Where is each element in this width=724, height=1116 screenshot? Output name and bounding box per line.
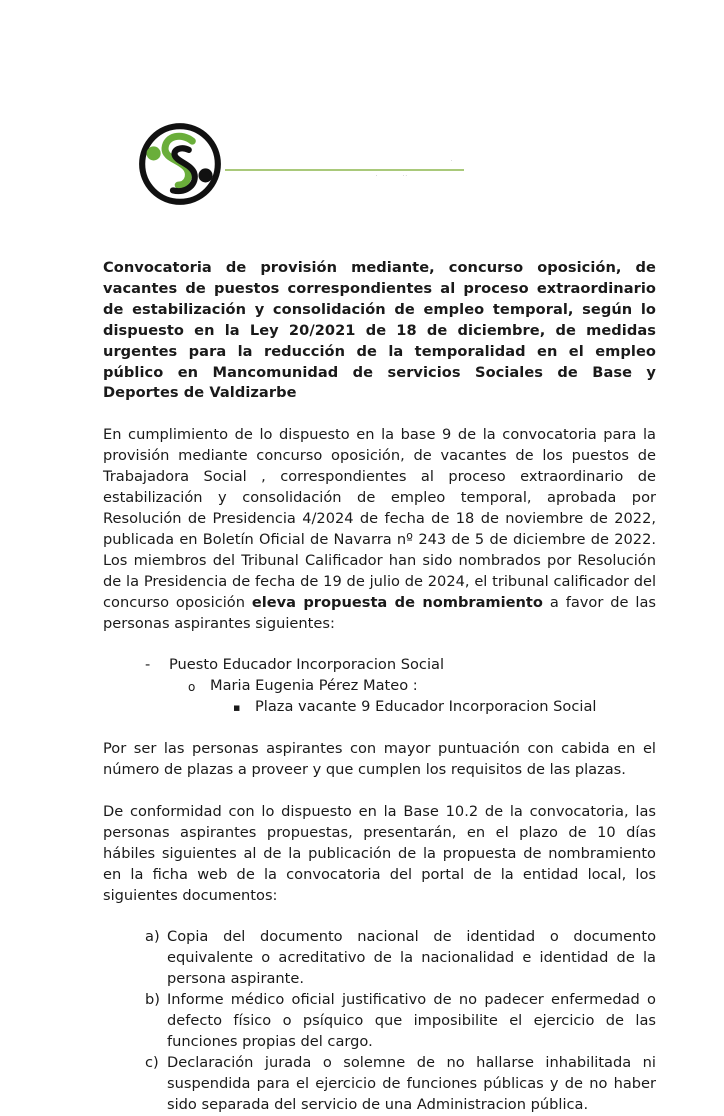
item-letter: a) (145, 928, 160, 946)
document-title: Convocatoria de provisión mediante, concurso oposición, de vacantes de puestos correspondientes al proceso extraordinario de estabilización y consolidación de empleo temporal, según lo dispuesto en la Ley 20/2021 de 18 de diciembre, de medidas urgentes para la reducción de la temporalidad en el empleo público en Mancomunidad de servicios Sociales de Base y Deportes de Valdizarbe (103, 259, 656, 402)
item-text: Copia del documento nacional de identidad o documento equivalente o acreditativo de la nacionalidad e identidad de la persona aspirante. (167, 928, 656, 988)
paragraph-proposal (103, 425, 656, 634)
bold-emphasis: eleva propuesta de nombramiento (251, 593, 543, 611)
document-item-c (145, 1053, 656, 1116)
circle-bullet-icon: o (188, 680, 196, 695)
header-rule (225, 169, 464, 171)
paragraph-requirements: De conformidad con lo dispuesto en la Base 10.2 de la convocatoria, las personas aspirantes propuestas, presentarán, en el plazo de 10 días hábiles siguientes al de la publicación de la propuesta de nombramiento en la ficha web de la convocatoria del portal de la entidad local, los siguientes documentos: (103, 802, 656, 904)
candidate-name: Maria Eugenia Pérez Mateo : (210, 677, 418, 695)
item-letter: c) (145, 1053, 159, 1071)
scan-speck: · (376, 173, 378, 178)
document-item-a (145, 927, 656, 990)
scan-speck: · (451, 158, 453, 163)
dash-bullet-icon: - (145, 656, 151, 674)
list-item-vacancy (103, 697, 656, 718)
square-bullet-icon: ▪ (233, 701, 241, 715)
position-label: Puesto Educador Incorporacion Social (169, 656, 445, 674)
document-body (103, 258, 656, 1116)
social-services-logo-icon (136, 120, 224, 208)
item-letter: b) (145, 991, 160, 1009)
scan-speck: · · (403, 173, 407, 178)
document-item-b (145, 990, 656, 1053)
list-item-candidate (103, 676, 656, 697)
nomination-list (103, 655, 656, 718)
paragraph-text: a favor de las personas aspirantes siguientes: (103, 593, 656, 632)
paragraph-text: En cumplimiento de lo dispuesto en la base 9 de la convocatoria para la provisión mediante concurso oposición, de vacantes de los puestos de Trabajadora Social , correspondientes al proceso extraordinario de estabilización y consolidación de empleo temporal, aprobada por Resolución de Presidencia 4/2024 de fecha de 18 de noviembre de 2022, publicada en Boletín Oficial de Navarra nº 243 de 5 de diciembre de 2022. Los miembros del Tribunal Calificador han sido nombrados por Resolución de la Presidencia de fecha de 19 de julio de 2024, el tribunal calificador del concurso oposición (103, 426, 656, 611)
paragraph-reason: Por ser las personas aspirantes con mayor puntuación con cabida en el número de plazas a proveer y que cumplen los requisitos de las plazas. (103, 740, 656, 778)
vacancy-label: Plaza vacante 9 Educador Incorporacion Social (255, 698, 597, 716)
item-text: Informe médico oficial justificativo de no padecer enfermedad o defecto físico o psíquico que imposibilite el ejercicio de las funciones propias del cargo. (167, 991, 656, 1050)
list-item-position (103, 655, 656, 676)
item-text: Declaración jurada o solemne de no hallarse inhabilitada ni suspendida para el ejercicio de funciones públicas y de no haber sido separada del servicio de una Administracion pública. (167, 1053, 656, 1113)
required-documents-list (145, 927, 656, 1115)
